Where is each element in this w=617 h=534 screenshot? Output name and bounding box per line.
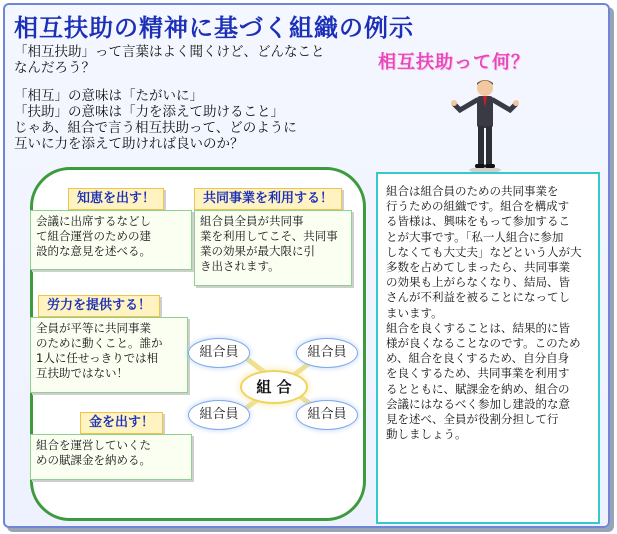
member-top-right: 組合員 xyxy=(296,338,358,368)
labor-label: 労力を提供する！ xyxy=(38,295,160,317)
money-description: 組合を運営していくた めの賦課金を納める。 xyxy=(30,434,192,480)
wisdom-label: 知恵を出す！ xyxy=(68,188,164,210)
question-heading: 相互扶助って何？ xyxy=(378,52,530,73)
joint-business-description: 組合員全員が共同事 業を利用してこそ、共同事 業の効果が最大限に引 き出されます。 xyxy=(194,210,352,286)
union-center: 組 合 xyxy=(240,370,308,404)
joint-business-label: 共同事業を利用する！ xyxy=(194,188,342,210)
member-bottom-right: 組合員 xyxy=(296,400,358,430)
page-title: 相互扶助の精神に基づく組織の例示 xyxy=(14,14,414,42)
explanation-box xyxy=(376,172,600,524)
explanation-text: 組合は組合員のための共同事業を 行うための組織です。組合を構成す る皆様は、興味をもって参加するこ とが大事です。「私一人組合に参加 しなくても大丈夫」などという人が大 多数を占めてしまったら、共同事業 の効果も上がらなくなり、結局、皆 さんが不利益を被ることになってし まいます。 組合を良くすることは、結果的に皆 様が良くなることなのです。このため め、組合を良くするため、自分自身 を良くするため、共同事業を利用す るとともに、賦課金を納め、組合の 会議にはなるべく参加し建設的な意 見を述べ、全員が役割分担して行 動しましょう。 xyxy=(386,184,582,442)
businessman-shrugging-icon xyxy=(450,74,520,174)
member-top-left: 組合員 xyxy=(188,338,250,368)
labor-description: 全員が平等に共同事業 のために動くこと。誰か 1人に任せっきりでは相 互扶助ではない！ xyxy=(30,317,188,393)
member-bottom-left: 組合員 xyxy=(188,400,250,430)
meaning-text: 「相互」の意味は「たがいに」 「扶助」の意味は「力を添えて助けること」 じゃあ、組合で言う相互扶助って、どのように 互いに力を添えて助ければ良いのか？ xyxy=(14,88,297,152)
intro-text: 「相互扶助」って言葉はよく聞くけど、どんなこと なんだろう？ xyxy=(14,44,325,76)
wisdom-description: 会議に出席するなどし て組合運営のための建 設的な意見を述べる。 xyxy=(30,210,192,270)
money-label: 金を出す！ xyxy=(80,412,163,434)
